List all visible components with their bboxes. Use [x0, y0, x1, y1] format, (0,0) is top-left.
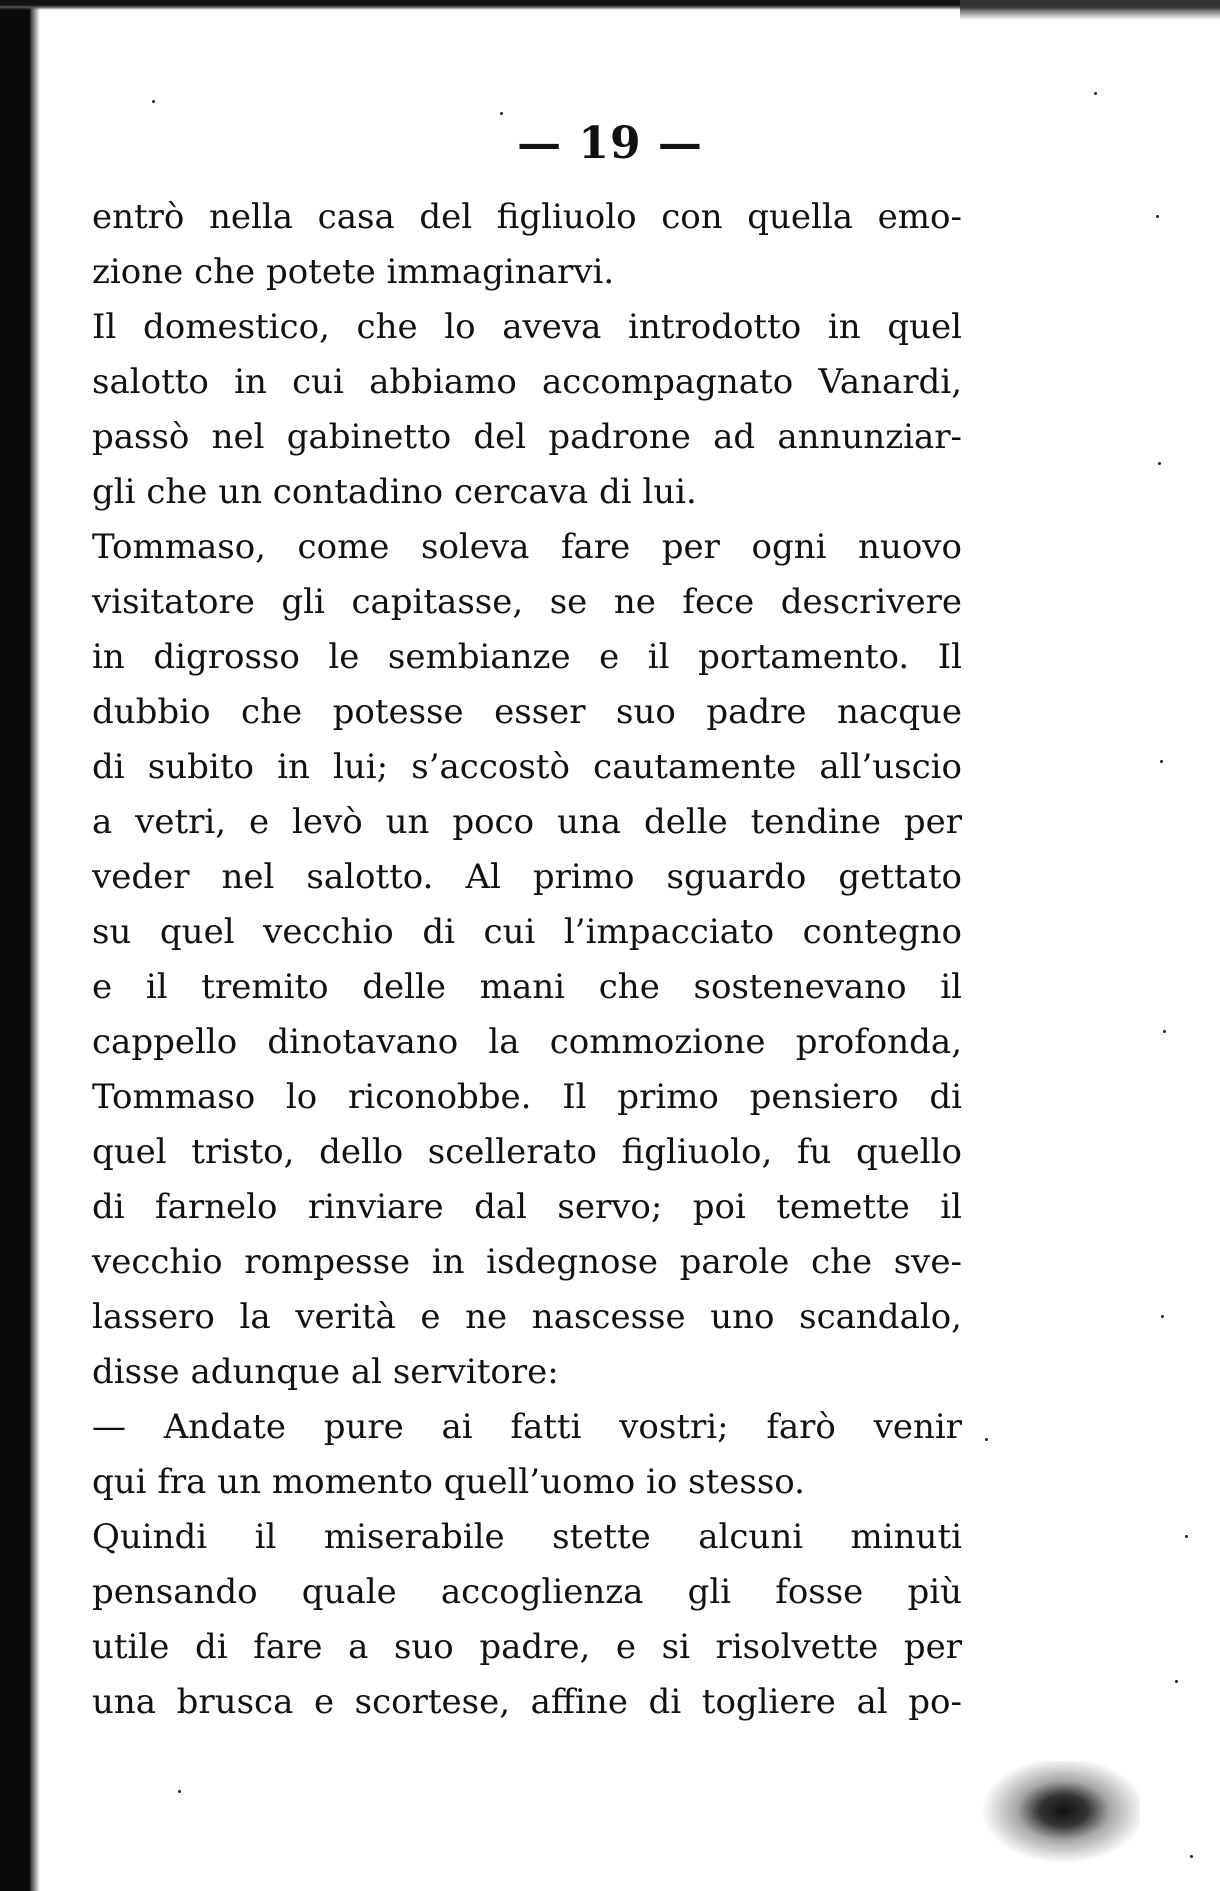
ink-speck [1156, 215, 1159, 218]
text-line: Quindi il miserabile stette alcuni minuti [92, 1517, 962, 1557]
text-line: gli che un contadino cercava di lui. [92, 472, 697, 512]
ink-speck [500, 112, 503, 115]
text-line: dubbio che potesse esser suo padre nacque [92, 692, 962, 732]
text-line: a vetri, e levò un poco una delle tendine per [92, 802, 962, 842]
ink-blot [970, 1761, 1140, 1871]
text-line: disse adunque al servitore: [92, 1352, 559, 1392]
text-line: lassero la verità e ne nascesse uno scandalo, [92, 1297, 962, 1337]
text-line: salotto in cui abbiamo accompagnato Vanardi, [92, 362, 962, 402]
text-line: — Andate pure ai fatti vostri; farò venir [92, 1407, 962, 1447]
top-right-smudge [960, 0, 1220, 20]
ink-speck [985, 1438, 988, 1441]
page-number: — 19 — [517, 118, 703, 169]
ink-speck [1190, 1855, 1193, 1858]
text-line: veder nel salotto. Al primo sguardo gettato [92, 857, 962, 897]
text-line: di farnelo rinviare dal servo; poi temette il [92, 1187, 962, 1227]
text-line: Il domestico, che lo aveva introdotto in quel [92, 307, 962, 347]
ink-speck [1161, 1315, 1164, 1318]
ink-speck [1163, 1030, 1166, 1033]
ink-speck [1094, 92, 1097, 95]
text-line: vecchio rompesse in isdegnose parole che sve- [92, 1242, 962, 1282]
text-line: utile di fare a suo padre, e si risolvette per [92, 1627, 962, 1667]
text-line: in digrosso le sembianze e il portamento. Il [92, 637, 962, 677]
text-line: passò nel gabinetto del padrone ad annunziar- [92, 417, 962, 457]
text-line: su quel vecchio di cui l’impacciato contegno [92, 912, 962, 952]
ink-speck [1185, 1535, 1188, 1538]
ink-speck [178, 1790, 181, 1793]
binding-edge [0, 0, 30, 1891]
binding-shadow [30, 0, 40, 1891]
text-line: entrò nella casa del figliuolo con quella emo- [92, 197, 962, 237]
ink-speck [1160, 760, 1163, 763]
ink-speck [1158, 462, 1161, 465]
text-line: quel tristo, dello scellerato figliuolo, fu quello [92, 1132, 962, 1172]
text-line: cappello dinotavano la commozione profonda, [92, 1022, 962, 1062]
text-line: una brusca e scortese, affine di togliere al po- [92, 1682, 962, 1722]
text-line: e il tremito delle mani che sostenevano il [92, 967, 962, 1007]
text-line: visitatore gli capitasse, se ne fece descrivere [92, 582, 962, 622]
text-line: di subito in lui; s’accostò cautamente all’uscio [92, 747, 962, 787]
body-text [92, 190, 962, 1730]
text-line: qui fra un momento quell’uomo io stesso. [92, 1462, 805, 1502]
text-line: zione che potete immaginarvi. [92, 252, 615, 292]
text-line: Tommaso, come soleva fare per ogni nuovo [92, 527, 962, 567]
ink-speck [1175, 1680, 1178, 1683]
text-line: Tommaso lo riconobbe. Il primo pensiero di [92, 1077, 962, 1117]
text-line: pensando quale accoglienza gli fosse più [92, 1572, 962, 1612]
ink-speck [152, 100, 155, 103]
